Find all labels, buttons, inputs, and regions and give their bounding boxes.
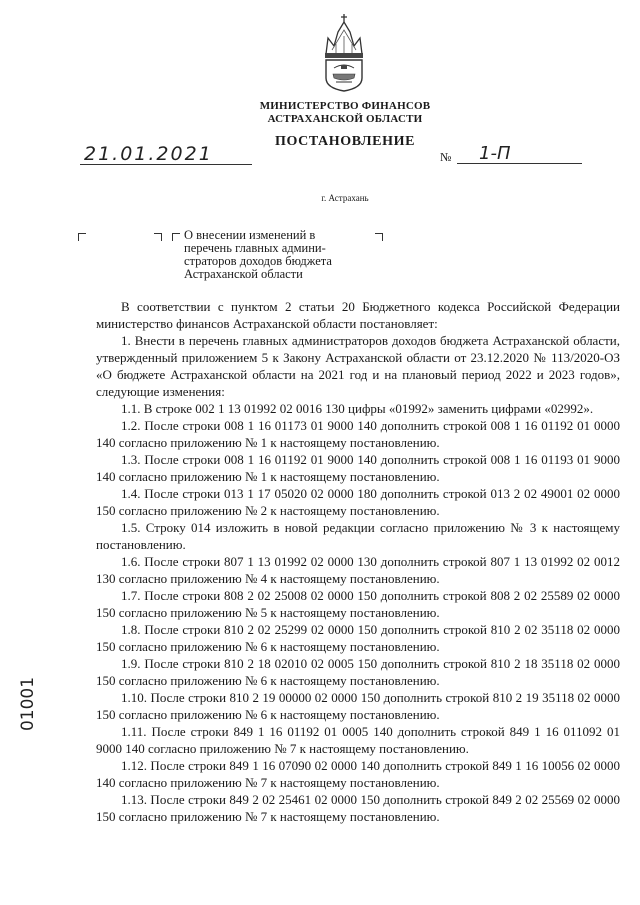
body-paragraph: 1.9. После строки 810 2 18 02010 02 0005 150 дополнить строкой 810 2 18 35118 02 0000 150 согласно приложению № 6 к настоящему постановлению. (96, 656, 620, 688)
subject-line: перечень главных админи- (184, 241, 326, 255)
subject-line: О внесении изменений в (184, 228, 316, 242)
number-label: № (440, 150, 452, 164)
body-paragraph: 1.10. После строки 810 2 19 00000 02 0000 150 дополнить строкой 810 2 19 35118 02 0000 150 согласно приложению № 6 к настоящему постановлению. (96, 690, 620, 722)
body-paragraph: В соответствии с пунктом 2 статьи 20 Бюджетного кодекса Российской Федерации министерство финансов Астраханской области постановляет: (96, 299, 620, 331)
ministry-line-2: АСТРАХАНСКОЙ ОБЛАСТИ (267, 113, 423, 125)
body-paragraph: 1.3. После строки 008 1 16 01192 01 9000 140 дополнить строкой 008 1 16 01193 01 9000 140 согласно приложению № 1 к настоящему постановлению. (96, 452, 620, 484)
city: г. Астрахань (321, 193, 369, 203)
body-paragraph: 1. Внести в перечень главных администраторов доходов бюджета Астраханской области, утвержденный приложением 5 к Закону Астраханской области от 23.12.2020 № 113/2020-ОЗ «О бюджете Астраханской области на 2021 год и на плановый период 2022 и 2023 годов», следующие изменения: (96, 333, 620, 399)
body-paragraph: 1.1. В строке 002 1 13 01992 02 0016 130 цифры «01992» заменить цифрами «02992». (121, 401, 594, 416)
ministry-name (200, 100, 490, 126)
subject-line: Астраханской области (184, 267, 303, 281)
document-type-title: ПОСТАНОВЛЕНИЕ (274, 134, 416, 149)
document-body (96, 298, 620, 825)
corner-bracket-left (172, 233, 180, 241)
body-paragraph: 1.5. Строку 014 изложить в новой редакции согласно приложению № 3 к настоящему постановлению. (96, 520, 620, 552)
corner-bracket-right (154, 233, 162, 241)
body-paragraph: 1.2. После строки 008 1 16 01173 01 9000 140 дополнить строкой 008 1 16 01192 01 0000 140 согласно приложению № 1 к настоящему постановлению. (96, 418, 620, 450)
corner-bracket-left (78, 233, 86, 241)
body-paragraph: 1.8. После строки 810 2 02 25299 02 0000 150 дополнить строкой 810 2 02 35118 02 0000 150 согласно приложению № 6 к настоящему постановлению. (96, 622, 620, 654)
side-registration-number (18, 674, 38, 734)
coat-of-arms-icon (318, 10, 370, 92)
subject-line: страторов доходов бюджета (184, 254, 332, 268)
body-paragraph: 1.6. После строки 807 1 13 01992 02 0000 130 дополнить строкой 807 1 13 01992 02 0012 130 согласно приложению № 4 к настоящему постановлению. (96, 554, 620, 586)
body-paragraph: 1.12. После строки 849 1 16 07090 02 0000 140 дополнить строкой 849 1 16 10056 02 0000 140 согласно приложению № 7 к настоящему постановлению. (96, 758, 620, 790)
document-number: 1-П (457, 144, 582, 164)
ministry-line-1: МИНИСТЕРСТВО ФИНАНСОВ (259, 100, 431, 112)
body-paragraph: 1.7. После строки 808 2 02 25008 02 0000 150 дополнить строкой 808 2 02 25589 02 0000 150 согласно приложению № 5 к настоящему постановлению. (96, 588, 620, 620)
side-number-text: 01001 (18, 676, 38, 732)
document-date: 21.01.2021 (80, 144, 252, 165)
document-subject (184, 229, 382, 281)
body-paragraph: 1.4. После строки 013 1 17 05020 02 0000 180 дополнить строкой 013 2 02 49001 02 0000 150 согласно приложению № 2 к настоящему постановлению. (96, 486, 620, 518)
body-paragraph: 1.13. После строки 849 2 02 25461 02 0000 150 дополнить строкой 849 2 02 25569 02 0000 150 согласно приложению № 7 к настоящему постановлению. (96, 792, 620, 824)
body-paragraph: 1.11. После строки 849 1 16 01192 01 0005 140 дополнить строкой 849 1 16 011092 01 9000 140 согласно приложению № 7 к настоящему постановлению. (96, 724, 620, 756)
